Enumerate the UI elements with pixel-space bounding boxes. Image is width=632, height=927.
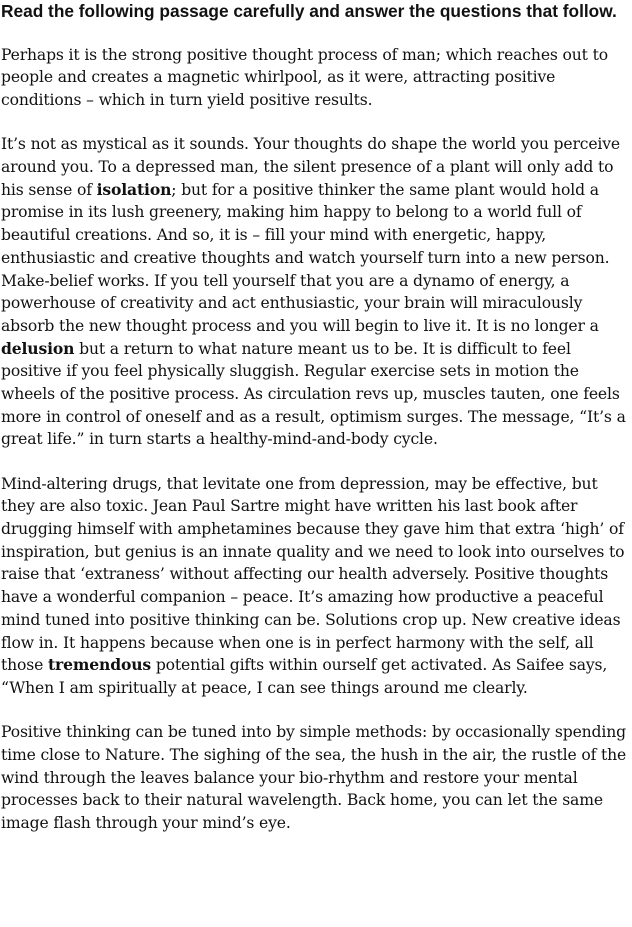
bold-word-isolation: isolation [96, 179, 172, 199]
paragraph-2-text-a: It’s not as mystical as it sounds. Your thoughts do shape the world you perceive around you. To a depressed man, the silent presence of a plant will only add to his sense of [1, 135, 620, 199]
paragraph-2-text-c: but a return to what nature meant us to be. It is difficult to feel positive if you feel physically sluggish. Regular exercise sets in motion the wheels of the positive process. As circulation revs up, muscles tauten, one feels more in control of oneself and as a result, optimism surges. The message, “It’s a great life.” in turn starts a healthy-mind-and-body cycle. [1, 339, 626, 449]
bold-word-tremendous: tremendous [48, 655, 152, 675]
paragraph-3 [1, 473, 632, 700]
paragraph-4-text: Positive thinking can be tuned into by simple methods: by occasionally spending time close to Nature. The sighing of the sea, the hush in the air, the rustle of the wind through the leaves balance your bio-rhythm and restore your mental processes back to their natural wavelength. Back home, you can let the same image flash through your mind’s eye. [1, 723, 627, 832]
bold-word-delusion: delusion [1, 338, 75, 358]
paragraph-2 [1, 133, 632, 451]
paragraph-2-text-b: ; but for a positive thinker the same plant would hold a promise in its lush greenery, making him happy to belong to a world full of beautiful creations. And so, it is – fill your mind with energetic, happy, enthusiastic and creative thoughts and watch yourself turn into a new person. Make-belief works. If you tell yourself that you are a dynamo of energy, a powerhouse of creativity and act enthusiastic, your brain will miraculously absorb the new thought process and you will begin to live it. It is no longer a [1, 180, 610, 335]
paragraph-4 [1, 721, 632, 835]
paragraph-3-text-a: Mind-altering drugs, that levitate one from depression, may be effective, but they are also toxic. Jean Paul Sartre might have written his last book after drugging himself with amphetamines because they gave him that extra ‘high’ of inspiration, but genius is an innate quality and we need to look into ourselves to raise that ‘extraness’ without affecting our health adversely. Positive thoughts have a wonderful companion – peace. It’s amazing how productive a peaceful mind tuned into positive thinking can be. Solutions crop up. New creative ideas flow in. It happens because when one is in perfect harmony with the self, all those [1, 474, 625, 675]
passage-document [1, 0, 632, 856]
paragraph-3-text-b: potential gifts within ourself get activated. As Saifee says, “When I am spiritually at peace, I can see things around me clearly. [1, 656, 608, 697]
instruction-heading: Read the following passage carefully and answer the questions that follow. [1, 1, 617, 21]
paragraph-1 [1, 44, 632, 112]
paragraph-1-text: Perhaps it is the strong positive thought process of man; which reaches out to people and creates a magnetic whirlpool, as it were, attracting positive conditions – which in turn yield positive results. [1, 45, 608, 110]
